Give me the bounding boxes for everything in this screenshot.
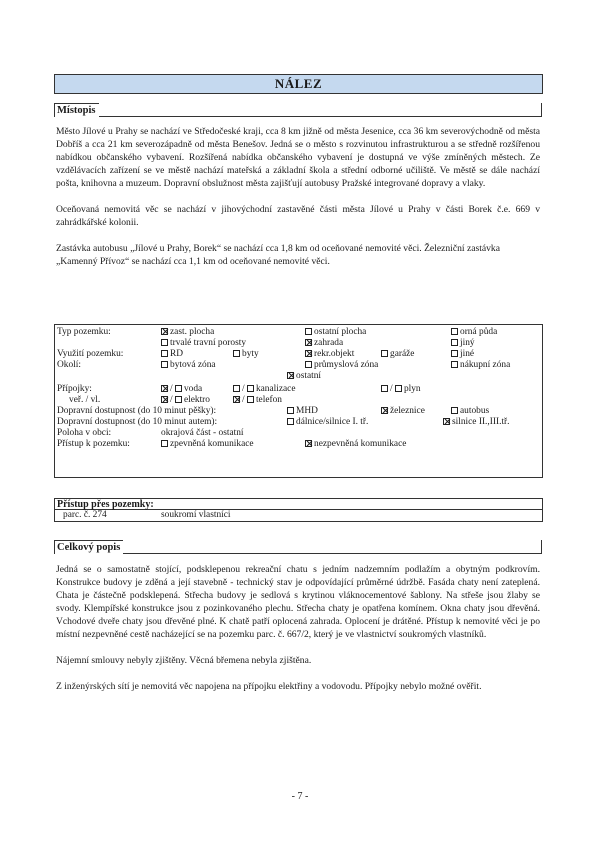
section-heading-mistopis: Místopis [54,103,542,117]
unchecked-box-icon [451,407,458,414]
section-heading-celkovy: Celkový popis [54,540,542,554]
option-trvale: trvalé travní porosty [161,338,246,349]
unchecked-box-icon [305,328,312,335]
access-table [54,498,543,522]
option-voda: / voda [161,384,202,395]
checked-box-icon [233,396,240,403]
unchecked-box-icon [451,361,458,368]
option-autobus: autobus [451,406,489,417]
paragraph: Město Jílové u Prahy se nachází ve Středočeské kraji, cca 8 km jižně od města Jesenice, cca 36 km severovýchodně od města Dobříš a cca 21 km severozápadně od města Benešov. Jedná se o město s rozvinutou infrastrukturou a se středně rozšířenou nabídkou občanského vybavení. Rozšířená nabídka občanského vybavení je dostupná ve výše zmíněných městech. Ze vzdělávacích zařízení se ve městě nachází mateřská a základní škola a střední odborné učiliště. Ve městě se dále nachází pošta, knihovna a muzeum. Dopravní obslužnost města zajišťují autobusy Pražské integrované dopravy a vlaky. [56,126,540,189]
unchecked-box-icon [247,385,254,392]
checked-box-icon [381,407,388,414]
unchecked-box-icon [395,385,402,392]
option-zahrada: zahrada [305,338,343,349]
option-rd: RD [161,349,183,360]
checked-box-icon [161,328,168,335]
option-elektro: / elektro [161,395,210,406]
option-zpevnena: zpevněná komunikace [161,439,254,450]
unchecked-box-icon [161,361,168,368]
label-pripojky: Přípojky: [57,384,92,394]
page-number: - 7 - [291,791,309,802]
option-ostatni: ostatní [287,371,321,382]
option-kanalizace: / kanalizace [233,384,296,395]
option-ostatni-plocha: ostatní plocha [305,327,366,338]
checked-box-icon [161,385,168,392]
paragraph: Z inženýrských sítí je nemovitá věc napojena na přípojku elektřiny a vodovodu. Přípojky nebylo možné ověřit. [56,681,482,692]
option-byty: byty [233,349,259,360]
celkovy-text [56,563,540,693]
unchecked-box-icon [161,339,168,346]
option-silnice: silnice II.,III.tř. [443,417,510,428]
unchecked-box-icon [175,396,182,403]
paragraph: Jedná se o samostatně stojící, podsklepenou rekreační chatu s jedním nadzemním podlažím a obytným podkrovím. Konstrukce budovy je zděná a její stavebně - technický stav je odpovídající průměrné údržbě. Fasáda chaty není zateplená. Chata je částečně podsklepená. Střecha budovy je sedlová s krytinou vláknocementové šablony. Na střeše jsou žlaby se svody. Klempířské konstrukce jsou z pozinkovaného plechu. Střecha chaty je opatřena komínem. Okna chaty jsou dřevěná. Vchodové dveře chaty jsou dřevěné plné. K chatě patří oplocená zahrada. Oplocení je drátěné. Přístup k nemovité věci je po místní nezpevněné cestě nacházející se na pozemku parc. č. 667/2, který je ve vlastnictví soukromých vlastníků. [56,564,540,640]
option-prumyslova-zona: průmyslová zóna [305,360,378,371]
option-rekr-objekt: rekr.objekt [305,349,354,360]
option-nakupni-zona: nákupní zóna [451,360,510,371]
label-dd-auto: Dopravní dostupnost (do 10 minut autem): [57,417,218,427]
access-table-heading: Přístup přes pozemky: [55,499,542,510]
paragraph: Oceňovaná nemovitá věc se nachází v jihovýchodní zastavěné části města Jílové u Prahy v části Borek č.e. 669 v zahrádkářské kolonii. [56,204,540,228]
unchecked-box-icon [381,385,388,392]
option-zeleznice: železnice [381,406,425,417]
option-orna-puda: orná půda [451,327,497,338]
paragraph: Nájemní smlouvy nebyly zjištěny. Věcná břemena nebyla zjištěna. [56,655,312,666]
page-title: NÁLEZ [54,74,543,94]
unchecked-box-icon [287,418,294,425]
checked-box-icon [161,396,168,403]
access-owner: soukromí vlastníci [161,510,231,520]
property-parameters-table [54,324,543,478]
paragraph: Zastávka autobusu „Jílové u Prahy, Borek“ se nachází cca 1,8 km od oceňované nemovité věci. Železniční zastávka „Kamenný Přívoz“ se nachází cca 1,1 km od oceňované nemovité věci. [56,243,500,267]
unchecked-box-icon [381,350,388,357]
unchecked-box-icon [451,328,458,335]
unchecked-box-icon [161,440,168,447]
option-bytova-zona: bytová zóna [161,360,216,371]
unchecked-box-icon [175,385,182,392]
checked-box-icon [305,339,312,346]
label-pristup: Přístup k pozemku: [57,439,130,449]
option-dalnice: dálnice/silnice I. tř. [287,417,368,428]
option-nezpevnena: nezpevněná komunikace [305,439,406,450]
label-dd-pesky: Dopravní dostupnost (do 10 minut pěšky): [57,406,217,416]
access-parcel: parc. č. 274 [63,510,107,520]
unchecked-box-icon [233,385,240,392]
option-jine: jiné [451,349,474,360]
option-plyn: / plyn [381,384,421,395]
label-ver-vl: veř. / vl. [69,395,101,405]
unchecked-box-icon [287,407,294,414]
checked-box-icon [443,418,450,425]
unchecked-box-icon [161,350,168,357]
unchecked-box-icon [247,396,254,403]
option-zast-plocha: zast. plocha [161,327,214,338]
checked-box-icon [305,350,312,357]
checked-box-icon [305,440,312,447]
mistopis-text [56,125,540,268]
unchecked-box-icon [451,339,458,346]
label-typ: Typ pozemku: [57,327,111,337]
unchecked-box-icon [305,361,312,368]
label-okoli: Okolí: [57,360,81,370]
value-poloha: okrajová část - ostatní [161,428,244,438]
checked-box-icon [287,372,294,379]
unchecked-box-icon [451,350,458,357]
unchecked-box-icon [233,350,240,357]
option-mhd: MHD [287,406,318,417]
label-poloha: Poloha v obci: [57,428,112,438]
option-telefon: / telefon [233,395,282,406]
label-vyuziti: Využití pozemku: [57,349,124,359]
option-garaze: garáže [381,349,414,360]
option-jiny: jiný [451,338,475,349]
